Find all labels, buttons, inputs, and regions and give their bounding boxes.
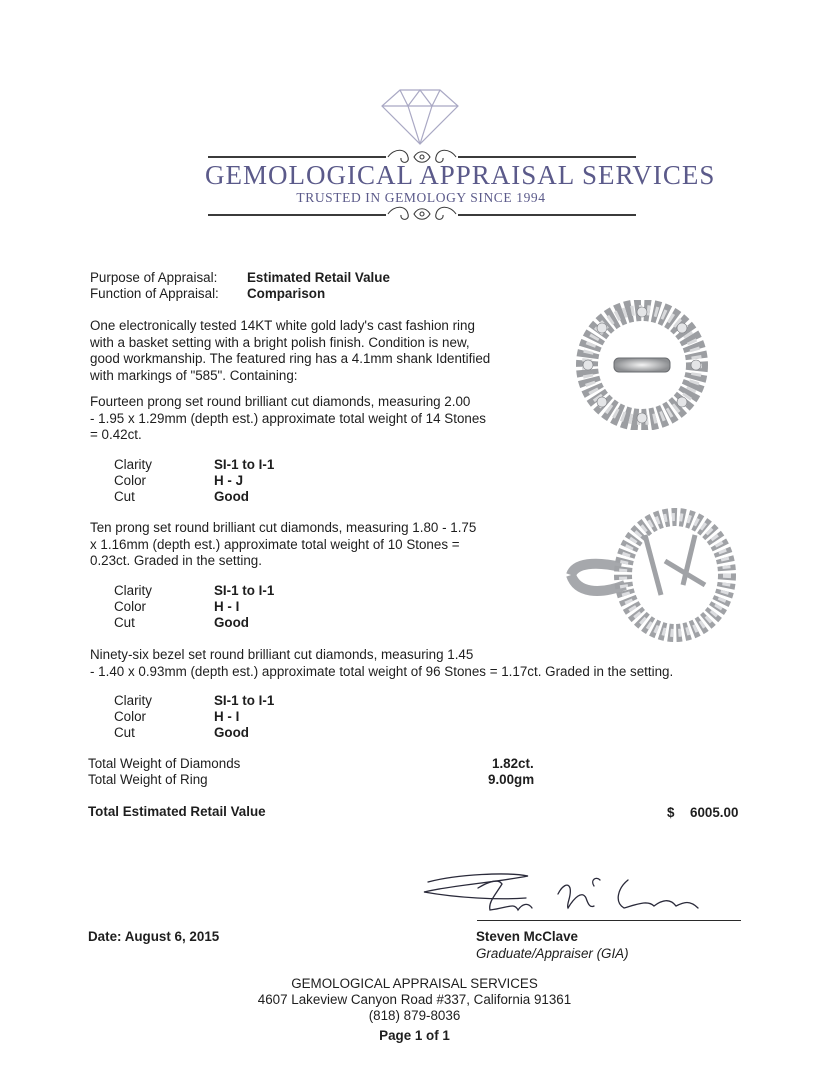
ring-image-top-view — [572, 300, 712, 430]
stone-description-line: - 1.95 x 1.29mm (depth est.) approximate total weight of 14 Stones — [90, 410, 486, 426]
stone-description-line: = 0.42ct. — [90, 427, 142, 442]
page-number: Page 1 of 1 — [379, 1028, 450, 1043]
purpose-value: Estimated Retail Value — [247, 270, 390, 285]
color-value: H - I — [214, 599, 240, 614]
stone-group-2-specs — [114, 583, 152, 631]
description-line: One electronically tested 14KT white gold lady's cast fashion ring — [90, 318, 475, 333]
company-name: GEMOLOGICAL APPRAISAL SERVICES — [205, 160, 716, 190]
total-diamond-weight-value: 1.82ct. — [492, 756, 534, 771]
color-label: Color — [114, 473, 146, 488]
stone-group-3-values — [214, 693, 274, 741]
cut-label: Cut — [114, 725, 135, 740]
function-label: Function of Appraisal: — [90, 286, 219, 301]
header-rule-bottom-right — [458, 214, 636, 216]
stone-group-3-specs — [114, 693, 152, 741]
item-description — [90, 318, 490, 384]
total-ring-weight-label: Total Weight of Ring — [88, 772, 208, 787]
clarity-value: SI-1 to I-1 — [214, 693, 275, 708]
total-retail-value: 6005.00 — [690, 805, 739, 820]
total-ring-weight-value: 9.00gm — [488, 772, 535, 787]
description-line: with markings of "585". Containing: — [90, 367, 298, 383]
stone-group-1-description — [90, 394, 486, 444]
header-rule-bottom-left — [208, 214, 386, 216]
total-diamond-weight-label: Total Weight of Diamonds — [88, 756, 241, 771]
stone-group-2-description — [90, 520, 476, 570]
stone-group-1-specs — [114, 457, 152, 505]
color-label: Color — [114, 709, 146, 724]
appraiser-title: Graduate/Appraiser (GIA) — [476, 946, 629, 961]
appraisal-date: Date: August 6, 2015 — [88, 929, 220, 944]
clarity-label: Clarity — [114, 583, 152, 598]
clarity-value: SI-1 to I-1 — [214, 457, 275, 472]
cut-label: Cut — [114, 489, 135, 504]
description-line: with a basket setting with a bright polish finish. Condition is new, — [90, 334, 470, 350]
flourish-ornament-icon — [384, 203, 460, 225]
header-rule-top-left — [208, 156, 386, 158]
signature-line — [477, 920, 741, 921]
stone-group-3-description — [90, 647, 673, 680]
color-value: H - J — [214, 473, 244, 488]
stone-description-line: Ninety-six bezel set round brilliant cut diamonds, measuring 1.45 — [90, 647, 474, 662]
footer-phone: (818) 879-8036 — [368, 1008, 461, 1023]
cut-label: Cut — [114, 615, 135, 630]
currency-symbol: $ — [667, 805, 675, 820]
total-retail-value-label: Total Estimated Retail Value — [88, 804, 266, 819]
cut-value: Good — [214, 615, 249, 630]
stone-description-line: Fourteen prong set round brilliant cut diamonds, measuring 2.00 — [90, 394, 471, 409]
diamond-logo-icon — [380, 88, 460, 146]
clarity-value: SI-1 to I-1 — [214, 583, 275, 598]
stone-description-line: x 1.16mm (depth est.) approximate total weight of 10 Stones = — [90, 536, 460, 552]
cut-value: Good — [214, 489, 249, 504]
color-value: H - I — [214, 709, 240, 724]
footer-company: GEMOLOGICAL APPRAISAL SERVICES — [291, 976, 538, 991]
description-line: good workmanship. The featured ring has a 4.1mm shank Identified — [90, 351, 491, 366]
clarity-label: Clarity — [114, 693, 152, 708]
ring-image-side-view — [565, 505, 745, 645]
stone-description-line: Ten prong set round brilliant cut diamonds, measuring 1.80 - 1.75 — [90, 520, 477, 535]
header-rule-top-right — [458, 156, 636, 158]
appraiser-name: Steven McClave — [476, 929, 578, 944]
footer-address: 4607 Lakeview Canyon Road #337, California 91361 — [257, 992, 572, 1007]
stone-group-2-values — [214, 583, 274, 631]
stone-description-line: - 1.40 x 0.93mm (depth est.) approximate total weight of 96 Stones = 1.17ct. Graded in the setting. — [90, 663, 674, 679]
stone-description-line: 0.23ct. Graded in the setting. — [90, 553, 262, 568]
purpose-label: Purpose of Appraisal: — [90, 270, 218, 285]
signature-scribble — [418, 868, 718, 924]
stone-group-1-values — [214, 457, 274, 505]
function-value: Comparison — [247, 286, 326, 301]
company-tagline: TRUSTED IN GEMOLOGY SINCE 1994 — [296, 190, 546, 205]
color-label: Color — [114, 599, 146, 614]
clarity-label: Clarity — [114, 457, 152, 472]
cut-value: Good — [214, 725, 249, 740]
